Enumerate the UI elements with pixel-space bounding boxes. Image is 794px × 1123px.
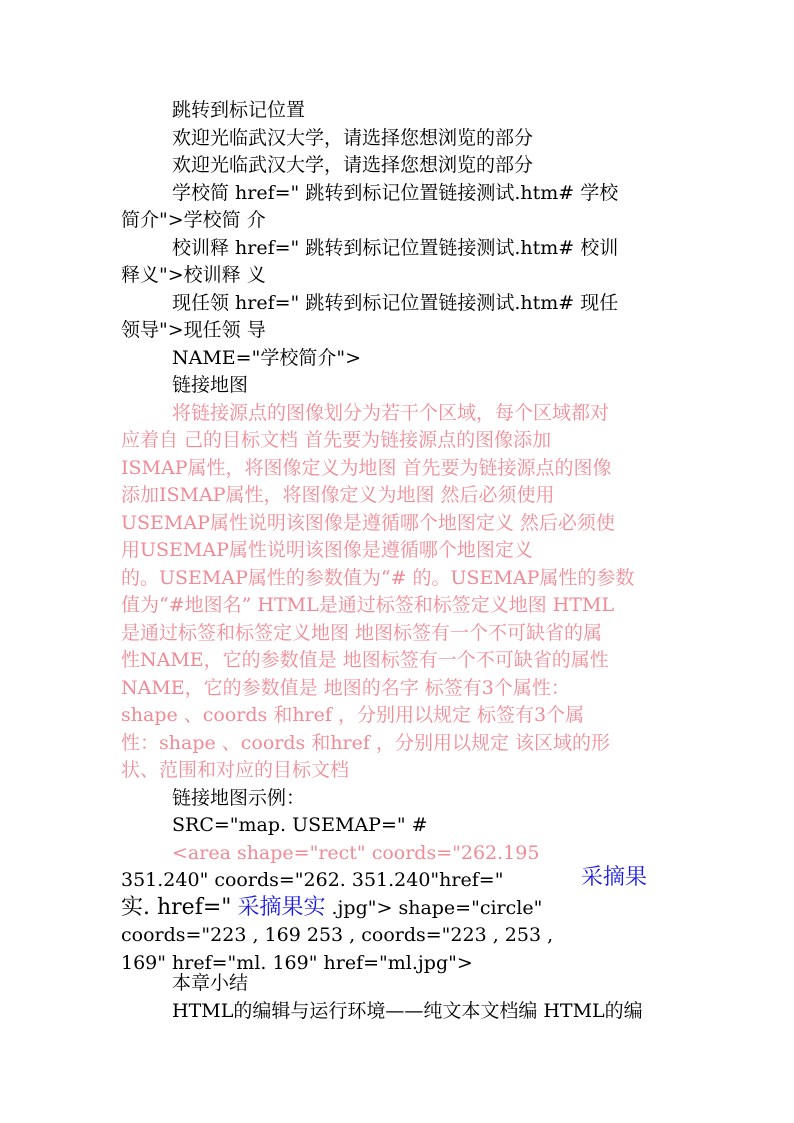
text-line: ISMAP属性，将图像定义为地图 首先要为链接源点的图像 [121, 457, 612, 479]
text-line: 状、范围和对应的目标文档 [121, 759, 350, 781]
text-line: SRC="map. USEMAP=" # [172, 814, 428, 836]
code-text: 351.240" coords="262. 351.240"href=" [121, 869, 504, 891]
text-line: 校训释 href=" 跳转到标记位置链接测试.htm# 校训 [172, 237, 619, 259]
code-text: .jpg"> shape="circle" [331, 897, 543, 919]
text-line: USEMAP属性说明该图像是遵循哪个地图定义 然后必须使 [121, 512, 615, 534]
text-line: 169" href="ml. 169" href="ml.jpg"> [121, 952, 473, 974]
text-line: NAME="学校简介"> [172, 347, 361, 369]
text-line: 本章小结 [172, 972, 249, 994]
text-line: 领导">现任领 导 [121, 319, 266, 341]
link-text[interactable]: 采摘果实 [237, 895, 326, 920]
text-line: 欢迎光临武汉大学，请选择您想浏览的部分 [172, 154, 534, 176]
text-line [121, 895, 681, 921]
code-text: 实. href=" [121, 895, 232, 920]
text-line: NAME，它的参数值是 地图的名字 标签有3个属性： [121, 677, 570, 699]
text-line: 释义">校训释 义 [121, 264, 266, 286]
text-line: 值为“#地图名” HTML是通过标签和标签定义地图 HTML [121, 594, 615, 616]
text-line: shape 、coords 和href ，分别用以规定 标签有3个属 [121, 704, 585, 726]
text-line: 欢迎光临武汉大学，请选择您想浏览的部分 [172, 127, 534, 149]
text-line: 性NAME，它的参数值是 地图标签有一个不可缺省的属性 [121, 649, 609, 671]
text-line: coords="223 , 169 253 , coords="223 , 253 , [121, 924, 554, 946]
text-line: HTML的编辑与运行环境——纯文本文档编 HTML的编 [172, 1000, 643, 1022]
text-line: 链接地图示例： [172, 787, 306, 809]
text-line: 链接地图 [172, 374, 249, 396]
text-line [121, 867, 681, 893]
text-line: 性：shape 、coords 和href ，分别用以规定 该区域的形 [121, 732, 610, 754]
text-line: 用USEMAP属性说明该图像是遵循哪个地图定义 [121, 539, 533, 561]
text-line: <area shape="rect" coords="262.195 [172, 842, 540, 864]
text-line: 简介">学校简 介 [121, 209, 266, 231]
text-line: 应着自 己的目标文档 首先要为链接源点的图像添加 [121, 429, 552, 451]
link-text[interactable]: 采摘果 [581, 865, 648, 890]
text-line: 是通过标签和标签定义地图 地图标签有一个不可缺省的属 [121, 622, 603, 644]
text-line: 学校简 href=" 跳转到标记位置链接测试.htm# 学校 [172, 182, 619, 204]
text-line: 添加ISMAP属性，将图像定义为地图 然后必须使用 [121, 484, 555, 506]
text-line: 跳转到标记位置 [172, 99, 306, 121]
text-line: 的。USEMAP属性的参数值为“# 的。USEMAP属性的参数 [121, 567, 635, 589]
text-line: 现任领 href=" 跳转到标记位置链接测试.htm# 现任 [172, 292, 619, 314]
text-line: 将链接源点的图像划分为若干个区域，每个区域都对 [172, 402, 610, 424]
